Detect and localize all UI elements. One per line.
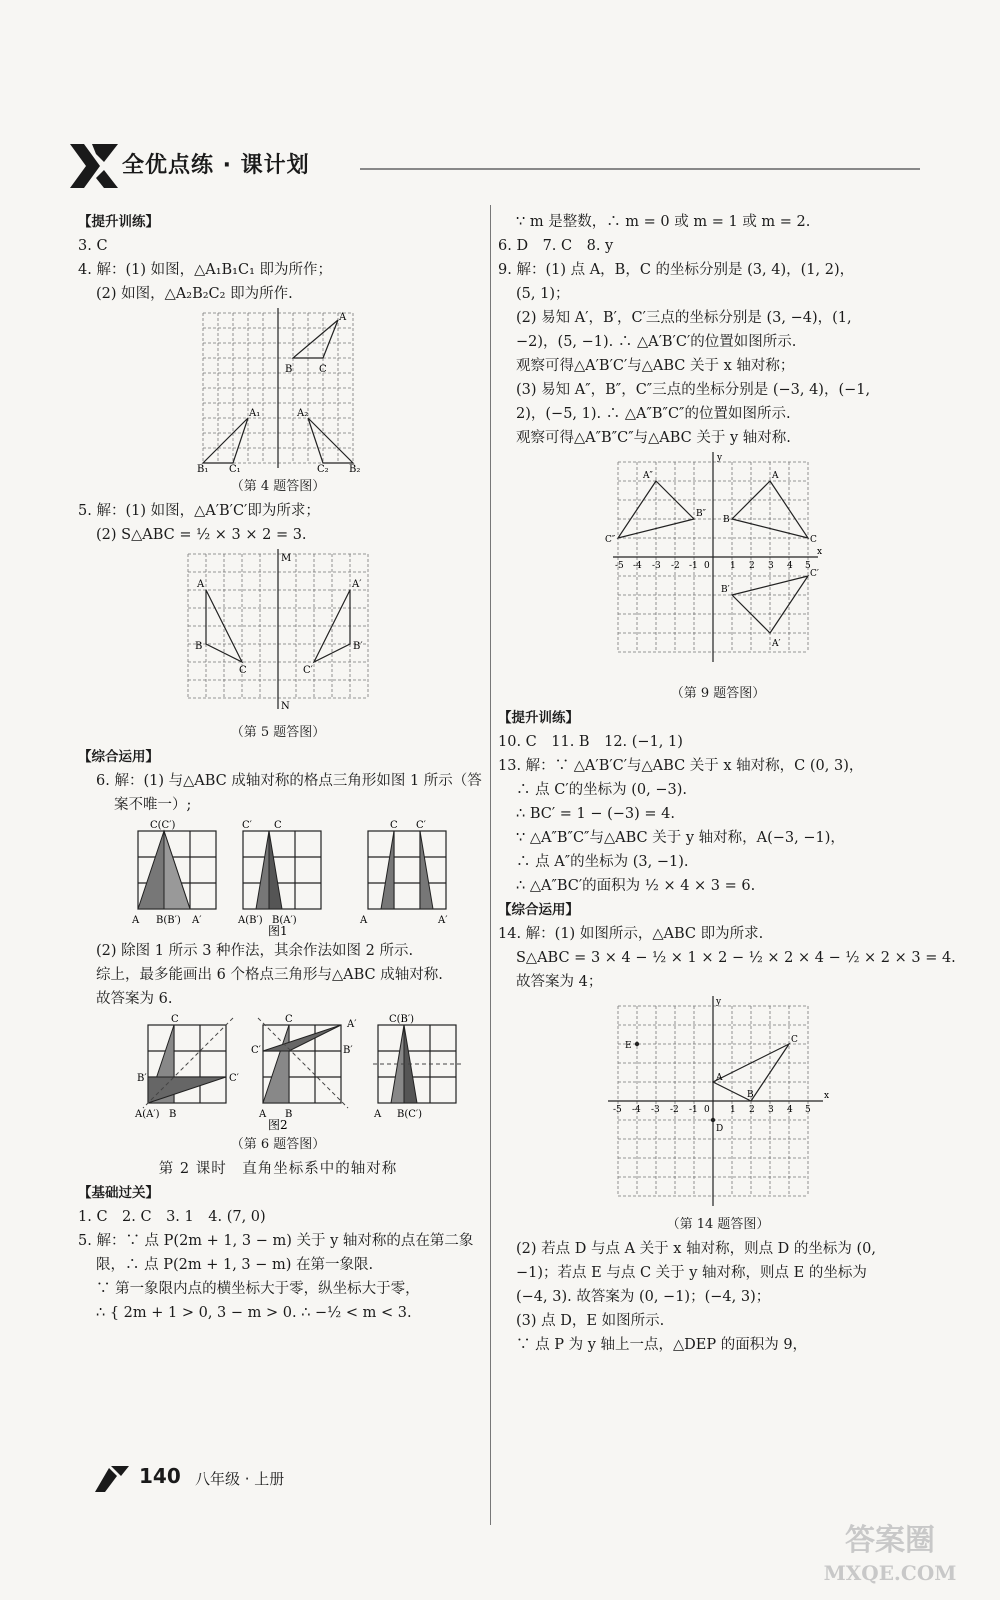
svg-text:y: y (716, 997, 722, 1007)
svg-text:A″: A″ (643, 471, 653, 481)
svg-text:B″: B″ (696, 509, 706, 519)
svg-text:A′: A′ (438, 915, 448, 926)
answer-line: 2)，(−5, 1). ∴ △A″B″C″的位置如图所示. (516, 406, 791, 422)
svg-text:A: A (259, 1109, 267, 1120)
svg-text:-2: -2 (670, 1105, 679, 1115)
figure-q9 (603, 452, 833, 680)
svg-text:B: B (747, 1090, 754, 1100)
watermark-text: 答案圈 (845, 1523, 935, 1558)
answer-line: 限，∴ 点 P(2m + 1, 3 − m) 在第一象限. (96, 1257, 374, 1273)
svg-text:C′: C′ (229, 1073, 239, 1084)
answer-line: 案不唯一）; (114, 797, 192, 813)
answer-line: (2) 若点 D 与点 A 关于 x 轴对称，则点 D 的坐标为 (0, (516, 1241, 877, 1257)
figure-caption: （第 6 题答图） (230, 1137, 326, 1152)
figure-q6-2 (93, 1013, 463, 1131)
svg-text:4: 4 (787, 561, 793, 571)
page-number: 140 (139, 1464, 181, 1488)
svg-text:C′: C′ (303, 665, 313, 676)
figure-q5 (183, 549, 373, 719)
svg-text:B: B (169, 1109, 177, 1120)
svg-text:A′: A′ (192, 915, 202, 926)
svg-text:C: C (390, 820, 398, 831)
svg-text:B(B′): B(B′) (156, 915, 181, 926)
svg-text:C: C (171, 1014, 179, 1025)
svg-text:1: 1 (730, 561, 736, 571)
section-tag: 【提升训练】 (498, 710, 579, 726)
svg-text:B′: B′ (353, 641, 363, 652)
answer-line: 9. 解：(1) 点 A，B，C 的坐标分别是 (3, 4)，(1, 2)， (498, 262, 855, 278)
answer-line: 1. C 2. C 3. 1 4. (7, 0) (78, 1209, 266, 1225)
svg-text:A′: A′ (772, 639, 781, 649)
answer-line: S△ABC = 3 × 4 − ½ × 1 × 2 − ½ × 2 × 4 − ½ × 2 × 3 = 4. (516, 950, 956, 966)
svg-text:A′: A′ (347, 1019, 357, 1030)
footer-logo-icon (95, 1462, 129, 1492)
svg-text:A: A (772, 471, 779, 481)
answer-line: −1)；若点 E 与点 C 关于 y 轴对称，则点 E 的坐标为 (516, 1265, 867, 1281)
answer-line: 观察可得△A′B′C′与△ABC 关于 x 轴对称； (516, 358, 795, 374)
answer-line: 14. 解：(1) 如图所示，△ABC 即为所求. (498, 926, 764, 942)
svg-text:B′: B′ (137, 1073, 147, 1084)
svg-text:A: A (339, 312, 347, 323)
figure-caption: （第 4 题答图） (230, 479, 326, 494)
svg-text:B(A′): B(A′) (272, 915, 297, 926)
svg-text:4: 4 (787, 1105, 793, 1115)
svg-text:-3: -3 (652, 561, 661, 571)
svg-text:2: 2 (749, 561, 755, 571)
svg-text:C′: C′ (251, 1045, 261, 1056)
svg-text:C(C′): C(C′) (150, 820, 176, 831)
answer-line: ∵ m 是整数，∴ m = 0 或 m = 1 或 m = 2. (516, 214, 811, 230)
figure-q4 (193, 308, 363, 473)
svg-text:0: 0 (704, 561, 710, 571)
header (70, 140, 970, 190)
answer-line: ∴ { 2m + 1 > 0, 3 − m > 0. ∴ −½ < m < 3. (96, 1305, 412, 1321)
figure-caption: （第 14 题答图） (666, 1217, 770, 1232)
answer-line: 3. C (78, 238, 108, 254)
svg-text:-2: -2 (671, 561, 680, 571)
answer-line: 4. 解：(1) 如图，△A₁B₁C₁ 即为所作； (78, 262, 333, 278)
brand-title: 全优点练 · 课计划 (122, 153, 310, 178)
answer-line: (3) 点 D，E 如图所示. (516, 1313, 665, 1329)
svg-text:D: D (716, 1124, 724, 1134)
svg-text:-4: -4 (633, 561, 642, 571)
svg-text:5: 5 (805, 1105, 811, 1115)
svg-text:A(B′): A(B′) (238, 915, 263, 926)
svg-text:B₂: B₂ (349, 464, 361, 473)
svg-text:C: C (791, 1035, 798, 1045)
answer-line: (−4, 3). 故答案为 (0, −1)；(−4, 3)； (516, 1289, 771, 1305)
right-column (498, 210, 956, 1357)
svg-text:B: B (285, 1109, 293, 1120)
answer-line: −2)，(5, −1). ∴ △A′B′C′的位置如图所示. (516, 334, 797, 350)
svg-text:C(B′): C(B′) (389, 1014, 415, 1025)
answer-line: 综上，最多能画出 6 个格点三角形与△ABC 成轴对称. (96, 967, 443, 983)
svg-text:-1: -1 (689, 1105, 698, 1115)
answer-line: 故答案为 6. (96, 991, 173, 1007)
svg-text:3: 3 (768, 1105, 774, 1115)
svg-text:C₂: C₂ (317, 464, 329, 473)
watermark-logo (800, 1510, 980, 1590)
brand-logo-icon (70, 144, 118, 188)
svg-text:B: B (195, 641, 203, 652)
answer-line: (2) 除图 1 所示 3 种作法，其余作法如图 2 所示. (96, 943, 414, 959)
section-tag: 【综合运用】 (498, 902, 579, 918)
svg-text:2: 2 (749, 1105, 755, 1115)
svg-text:A₁: A₁ (249, 408, 261, 419)
svg-text:A: A (374, 1109, 382, 1120)
figure-caption: （第 9 题答图） (670, 686, 766, 701)
svg-text:x: x (824, 1091, 830, 1101)
svg-text:E: E (625, 1041, 632, 1051)
svg-text:-5: -5 (613, 1105, 622, 1115)
answer-line: 观察可得△A″B″C″与△ABC 关于 y 轴对称. (516, 430, 791, 446)
svg-text:A: A (197, 579, 205, 590)
svg-text:1: 1 (730, 1105, 736, 1115)
svg-text:B: B (285, 364, 293, 375)
svg-text:A(A′): A(A′) (135, 1109, 160, 1120)
answer-line: 6. D 7. C 8. y (498, 238, 614, 254)
svg-text:A₂: A₂ (297, 408, 309, 419)
svg-text:M: M (281, 553, 292, 564)
section-tag: 【提升训练】 (78, 214, 159, 230)
svg-text:C₁: C₁ (229, 464, 241, 473)
answer-line: 10. C 11. B 12. (−1, 1) (498, 734, 683, 750)
column-divider (490, 205, 491, 1525)
svg-text:C: C (285, 1014, 293, 1025)
answer-line: 5. 解：∵ 点 P(2m + 1, 3 − m) 关于 y 轴对称的点在第二象 (78, 1233, 474, 1249)
svg-text:x: x (817, 547, 823, 557)
section-tag: 【基础过关】 (78, 1185, 159, 1201)
answer-line: (5, 1)； (516, 286, 570, 302)
svg-text:-4: -4 (632, 1105, 641, 1115)
answer-line: 6. 解：(1) 与△ABC 成轴对称的格点三角形如图 1 所示（答 (96, 773, 482, 789)
svg-text:0: 0 (704, 1105, 710, 1115)
answer-line: ∴ △A″BC′的面积为 ½ × 4 × 3 = 6. (516, 878, 756, 894)
svg-text:B₁: B₁ (197, 464, 209, 473)
figure-label: 图2 (268, 1118, 288, 1131)
answer-line: ∴ 点 C′的坐标为 (0, −3). (516, 782, 687, 798)
svg-text:C: C (319, 364, 327, 375)
figure-caption: （第 5 题答图） (230, 725, 326, 740)
lesson-title: 第 2 课时 直角坐标系中的轴对称 (158, 1161, 398, 1177)
answer-line: ∴ 点 A″的坐标为 (3, −1). (516, 854, 689, 870)
watermark-url: MXQE.COM (823, 1561, 957, 1585)
section-tag: 【综合运用】 (78, 749, 159, 765)
svg-text:C: C (274, 820, 282, 831)
svg-text:C′: C′ (242, 820, 252, 831)
figure-q14 (598, 996, 838, 1211)
svg-text:N: N (281, 701, 290, 712)
svg-text:B: B (723, 515, 730, 525)
svg-text:C: C (239, 665, 247, 676)
answer-line: 5. 解：(1) 如图，△A′B′C′即为所求； (78, 503, 320, 519)
svg-text:B′: B′ (343, 1045, 353, 1056)
answer-line: (2) 如图，△A₂B₂C₂ 即为所作. (96, 286, 293, 302)
answer-line: (2) 易知 A′，B′，C′三点的坐标分别是 (3, −4)，(1, (516, 310, 852, 326)
answer-line: ∵ △A″B″C″与△ABC 关于 y 轴对称，A(−3, −1)， (516, 830, 845, 846)
svg-text:-3: -3 (651, 1105, 660, 1115)
answer-line: ∵ 点 P 为 y 轴上一点，△DEP 的面积为 9， (516, 1337, 808, 1353)
svg-text:y: y (717, 453, 723, 463)
figure-label: 图1 (268, 924, 288, 937)
svg-text:5: 5 (805, 561, 811, 571)
svg-text:A: A (716, 1073, 723, 1083)
svg-text:B′: B′ (721, 585, 730, 595)
answer-line: 13. 解：∵ △A′B′C′与△ABC 关于 x 轴对称，C (0, 3)， (498, 758, 864, 774)
svg-text:3: 3 (768, 561, 774, 571)
svg-text:A′: A′ (352, 579, 362, 590)
svg-text:A: A (132, 915, 140, 926)
answer-line: ∵ 第一象限内点的横坐标大于零，纵坐标大于零， (96, 1281, 420, 1297)
answer-line: (3) 易知 A″，B″，C″三点的坐标分别是 (−3, 4)，(−1, (516, 382, 871, 398)
svg-text:B(C′): B(C′) (397, 1109, 423, 1120)
answer-line: (2) S△ABC = ½ × 3 × 2 = 3. (96, 527, 307, 543)
figure-q6-1 (98, 819, 458, 937)
header-rule (360, 168, 920, 170)
svg-text:C: C (810, 535, 817, 545)
svg-text:C′: C′ (416, 820, 426, 831)
svg-text:A: A (360, 915, 368, 926)
footer (95, 1460, 495, 1500)
svg-text:C″: C″ (605, 535, 616, 545)
svg-text:-5: -5 (615, 561, 624, 571)
answer-line: 故答案为 4； (516, 974, 603, 990)
grade-label: 八年级 · 上册 (195, 1470, 285, 1488)
left-column (78, 210, 482, 1325)
answer-line: ∴ BC′ = 1 − (−3) = 4. (516, 806, 675, 822)
svg-text:-1: -1 (689, 561, 698, 571)
svg-text:C′: C′ (810, 569, 819, 579)
